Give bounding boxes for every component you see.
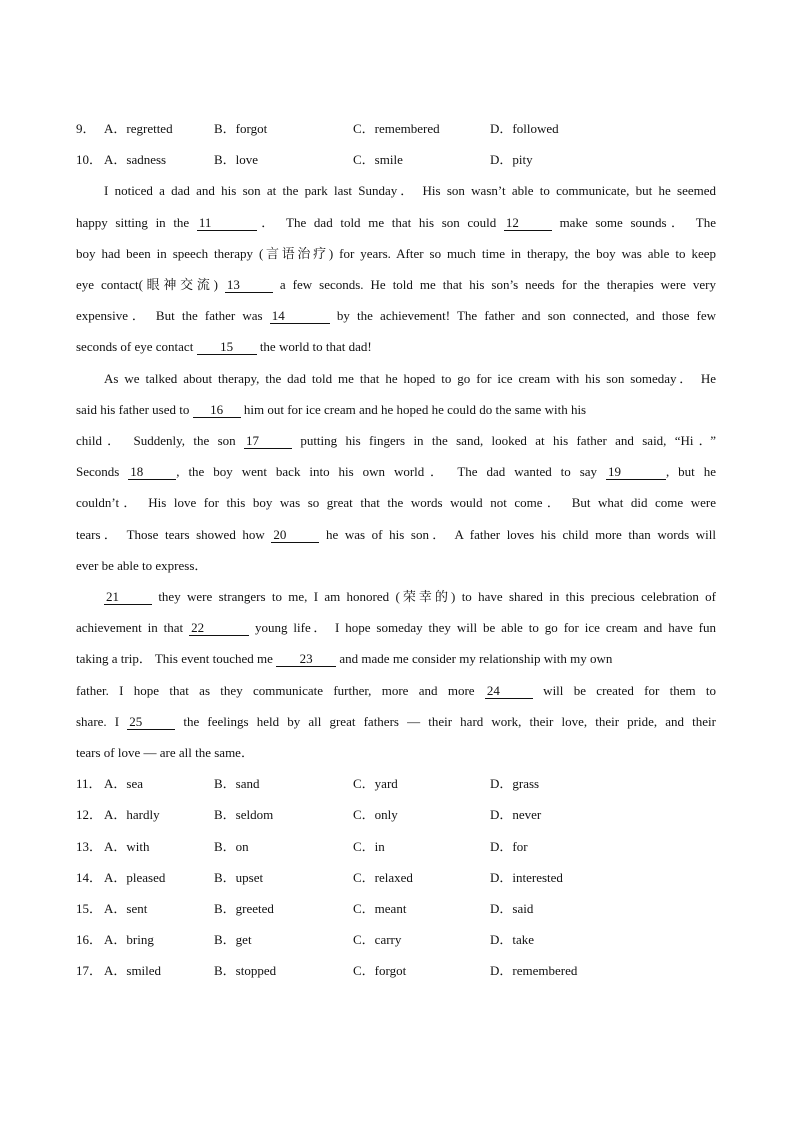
text: Seconds [76,464,129,479]
blank-18: 18 [128,464,176,480]
text: he was of his son． A father loves his child more than words will [319,527,716,542]
question-number: 12． [76,807,103,822]
text: will be created for them to [532,683,717,698]
blank-20: 20 [271,527,319,543]
text: they were strangers to me, I am honored (荣幸的) to have shared in this precious celebration of [152,589,716,604]
blank-16: 16 [193,402,241,418]
paragraph-1-line-5 [76,306,716,326]
blank-11: 11 [197,215,257,231]
text: ． The dad told me that his son could [256,215,504,230]
text: tears． Those tears showed how [76,527,272,542]
paragraph-3-line-1 [104,587,716,607]
paragraph-2-line-1: As we talked about therapy, the dad told me that he hoped to go for ice cream with his son someday． He [104,371,716,386]
question-number: 17． [76,963,103,978]
option-b: B．greeted [214,901,274,916]
question-number: 13． [76,839,103,854]
paragraph-3-line-5 [76,712,716,732]
option-c: C．meant [353,901,407,916]
option-d: D．said [490,901,534,916]
text: , the boy went back into his own world． The dad wanted to say [176,464,606,479]
question-number: 14． [76,870,103,885]
blank-14: 14 [270,308,330,324]
text: expensive． But the father was [76,308,270,323]
option-b: B．love [214,152,259,167]
text: achievement in that [76,620,190,635]
option-a: A．sadness [104,152,167,167]
text: a few seconds. He told me that his son’s needs for the therapies were very [272,277,717,292]
text: share. I [76,714,128,729]
paragraph-1-line-4 [76,275,716,295]
text: and made me consider my relationship with my own [336,651,613,666]
text: young life． I hope someday they will be able to go for ice cream and have fun [249,620,716,635]
option-b: B．sand [214,776,260,791]
paragraph-1-line-1: I noticed a dad and his son at the park last Sunday． His son wasn’t able to communicate, but he seemed [104,183,716,198]
paragraph-1-line-3: boy had been in speech therapy (言语治疗) for years. After so much time in therapy, the boy was able to keep [76,246,716,261]
blank-21: 21 [104,589,152,605]
option-c: C．only [353,807,398,822]
option-d: D．take [490,932,535,947]
text: by the achievement! The father and son connected, and those few [329,308,716,323]
question-number: 15． [76,901,103,916]
paragraph-2-line-5: couldn’t． His love for this boy was so great that the words would not come． But what did come were [76,495,716,510]
option-a: A．pleased [104,870,166,885]
text: the feelings held by all great fathers — their hard work, their love, their pride, and their [175,714,716,729]
question-number: 11． [76,776,102,791]
option-a: A．hardly [104,807,160,822]
paragraph-2-line-7: ever be able to express． [76,558,208,573]
question-number: 16． [76,932,103,947]
option-b: B．on [214,839,249,854]
paragraph-3-line-4 [76,681,716,701]
text: putting his fingers in the sand, looked at his father and said, “Hi．” [291,433,716,448]
text: eye contact(眼神交流) [76,277,225,292]
paragraph-3-line-3 [76,649,716,669]
blank-24: 24 [485,683,533,699]
option-a: A．regretted [104,121,173,136]
text: said his father used to [76,402,193,417]
text: the world to that dad! [256,339,372,354]
paragraph-2-line-6 [76,525,716,545]
paragraph-3-line-6: tears of love — are all the same． [76,745,254,760]
paragraph-2-line-4 [76,462,716,482]
text: him out for ice cream and he hoped he could do the same with his [240,402,587,417]
text: taking a trip． This event touched me [76,651,277,666]
option-b: B．get [214,932,252,947]
text: child． Suddenly, the son [76,433,244,448]
option-d: D．followed [490,121,559,136]
option-a: A．sent [104,901,148,916]
blank-12: 12 [504,215,552,231]
option-d: D．for [490,839,528,854]
blank-17: 17 [244,433,292,449]
paragraph-1-line-2 [76,213,716,233]
text: , but he [665,464,716,479]
option-c: C．carry [353,932,402,947]
paragraph-2-line-3 [76,431,716,451]
blank-19: 19 [606,464,666,480]
paragraph-1-line-6 [76,337,716,357]
text: seconds of eye contact [76,339,197,354]
option-b: B．forgot [214,121,268,136]
option-c: C．relaxed [353,870,413,885]
option-a: A．smiled [104,963,162,978]
option-a: A．bring [104,932,154,947]
option-d: D．remembered [490,963,578,978]
option-a: A．sea [104,776,143,791]
option-c: C．in [353,839,385,854]
question-number: 9． [76,121,96,136]
option-d: D．never [490,807,542,822]
blank-25: 25 [127,714,175,730]
option-d: D．grass [490,776,540,791]
blank-22: 22 [189,620,249,636]
option-d: D．pity [490,152,533,167]
option-d: D．interested [490,870,563,885]
option-b: B．upset [214,870,264,885]
option-c: C．remembered [353,121,440,136]
text: make some sounds． The [551,215,716,230]
text: happy sitting in the [76,215,197,230]
paragraph-3-line-2 [76,618,716,638]
option-b: B．stopped [214,963,277,978]
blank-15: 15 [197,339,257,355]
blank-23: 23 [276,651,336,667]
option-c: C．smile [353,152,403,167]
option-b: B．seldom [214,807,274,822]
option-a: A．with [104,839,150,854]
option-c: C．forgot [353,963,407,978]
text: father. I hope that as they communicate further, more and more [76,683,485,698]
option-c: C．yard [353,776,398,791]
blank-13: 13 [225,277,273,293]
paragraph-2-line-2 [76,400,716,420]
question-number: 10． [76,152,103,167]
